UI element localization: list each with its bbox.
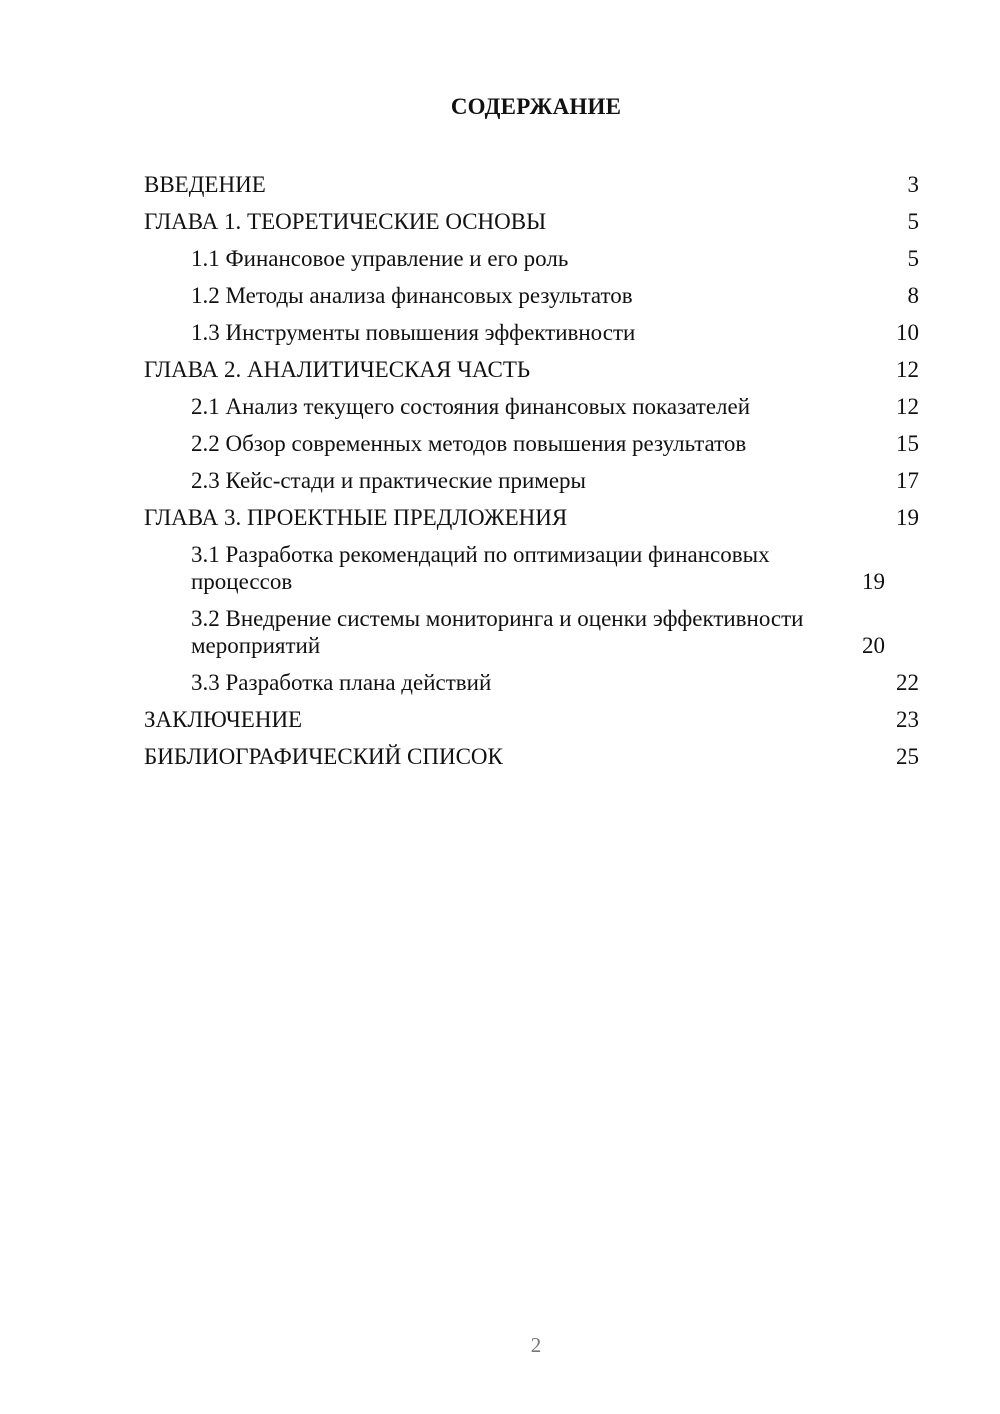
page-title: СОДЕРЖАНИЕ [450, 94, 622, 119]
toc-entry-chapter-3 [144, 499, 919, 536]
table-of-contents [144, 166, 919, 775]
toc-entry-label: 2.3 Кейс-стади и практические примеры [191, 468, 586, 493]
toc-entry-page: 8 [907, 283, 919, 308]
toc-entry-page: 15 [896, 431, 919, 456]
toc-entry-label: 2.1 Анализ текущего состояния финансовых показателей [191, 394, 751, 419]
toc-entry-label: ГЛАВА 3. ПРОЕКТНЫЕ ПРЕДЛОЖЕНИЯ [144, 505, 568, 530]
toc-entry-label: 3.1 Разработка рекомендаций по оптимизации финансовых процессов [191, 542, 770, 594]
toc-entry-label: 1.2 Методы анализа финансовых результатов [191, 283, 633, 308]
toc-entry-page: 3 [907, 172, 919, 197]
toc-entry-page: 12 [896, 357, 919, 382]
toc-entry-label: ЗАКЛЮЧЕНИЕ [144, 707, 303, 732]
toc-entry-conclusion [144, 701, 919, 738]
toc-entry-page: 22 [896, 670, 919, 695]
toc-entry-introduction [144, 166, 919, 203]
toc-entry-chapter-1 [144, 203, 919, 240]
toc-entry-page: 5 [907, 246, 919, 271]
toc-entry-section-2-2 [144, 425, 919, 462]
toc-entry-section-2-3 [144, 462, 919, 499]
toc-entry-label: БИБЛИОГРАФИЧЕСКИЙ СПИСОК [144, 744, 503, 769]
toc-entry-page: 25 [896, 744, 919, 769]
toc-entry-page: 23 [896, 707, 919, 732]
toc-entry-label: 1.3 Инструменты повышения эффективности [191, 320, 636, 345]
toc-entry-chapter-2 [144, 351, 919, 388]
toc-entry-page: 20 [862, 633, 885, 658]
toc-entry-label: ГЛАВА 2. АНАЛИТИЧЕСКАЯ ЧАСТЬ [144, 357, 531, 382]
toc-entry-label: 3.2 Внедрение системы мониторинга и оценки эффективности мероприятий [191, 606, 804, 658]
toc-entry-page: 17 [896, 468, 919, 493]
toc-entry-label: ГЛАВА 1. ТЕОРЕТИЧЕСКИЕ ОСНОВЫ [144, 209, 547, 234]
toc-entry-label: 2.2 Обзор современных методов повышения результатов [191, 431, 747, 456]
toc-entry-section-1-1 [144, 240, 919, 277]
page-number: 2 [530, 1333, 542, 1357]
toc-entry-label: 1.1 Финансовое управление и его роль [191, 246, 569, 271]
toc-entry-section-1-3 [144, 314, 919, 351]
toc-entry-page: 12 [896, 394, 919, 419]
toc-entry-page: 5 [907, 209, 919, 234]
toc-entry-page: 19 [896, 505, 919, 530]
toc-entry-section-3-1 [144, 536, 919, 600]
toc-entry-page: 19 [862, 569, 885, 594]
toc-entry-bibliography [144, 738, 919, 775]
toc-entry-section-3-3 [144, 664, 919, 701]
toc-entry-label: ВВЕДЕНИЕ [144, 172, 266, 197]
toc-entry-section-3-2 [144, 600, 919, 664]
toc-entry-page: 10 [896, 320, 919, 345]
toc-entry-section-2-1 [144, 388, 919, 425]
toc-entry-label: 3.3 Разработка плана действий [191, 670, 492, 695]
toc-entry-section-1-2 [144, 277, 919, 314]
